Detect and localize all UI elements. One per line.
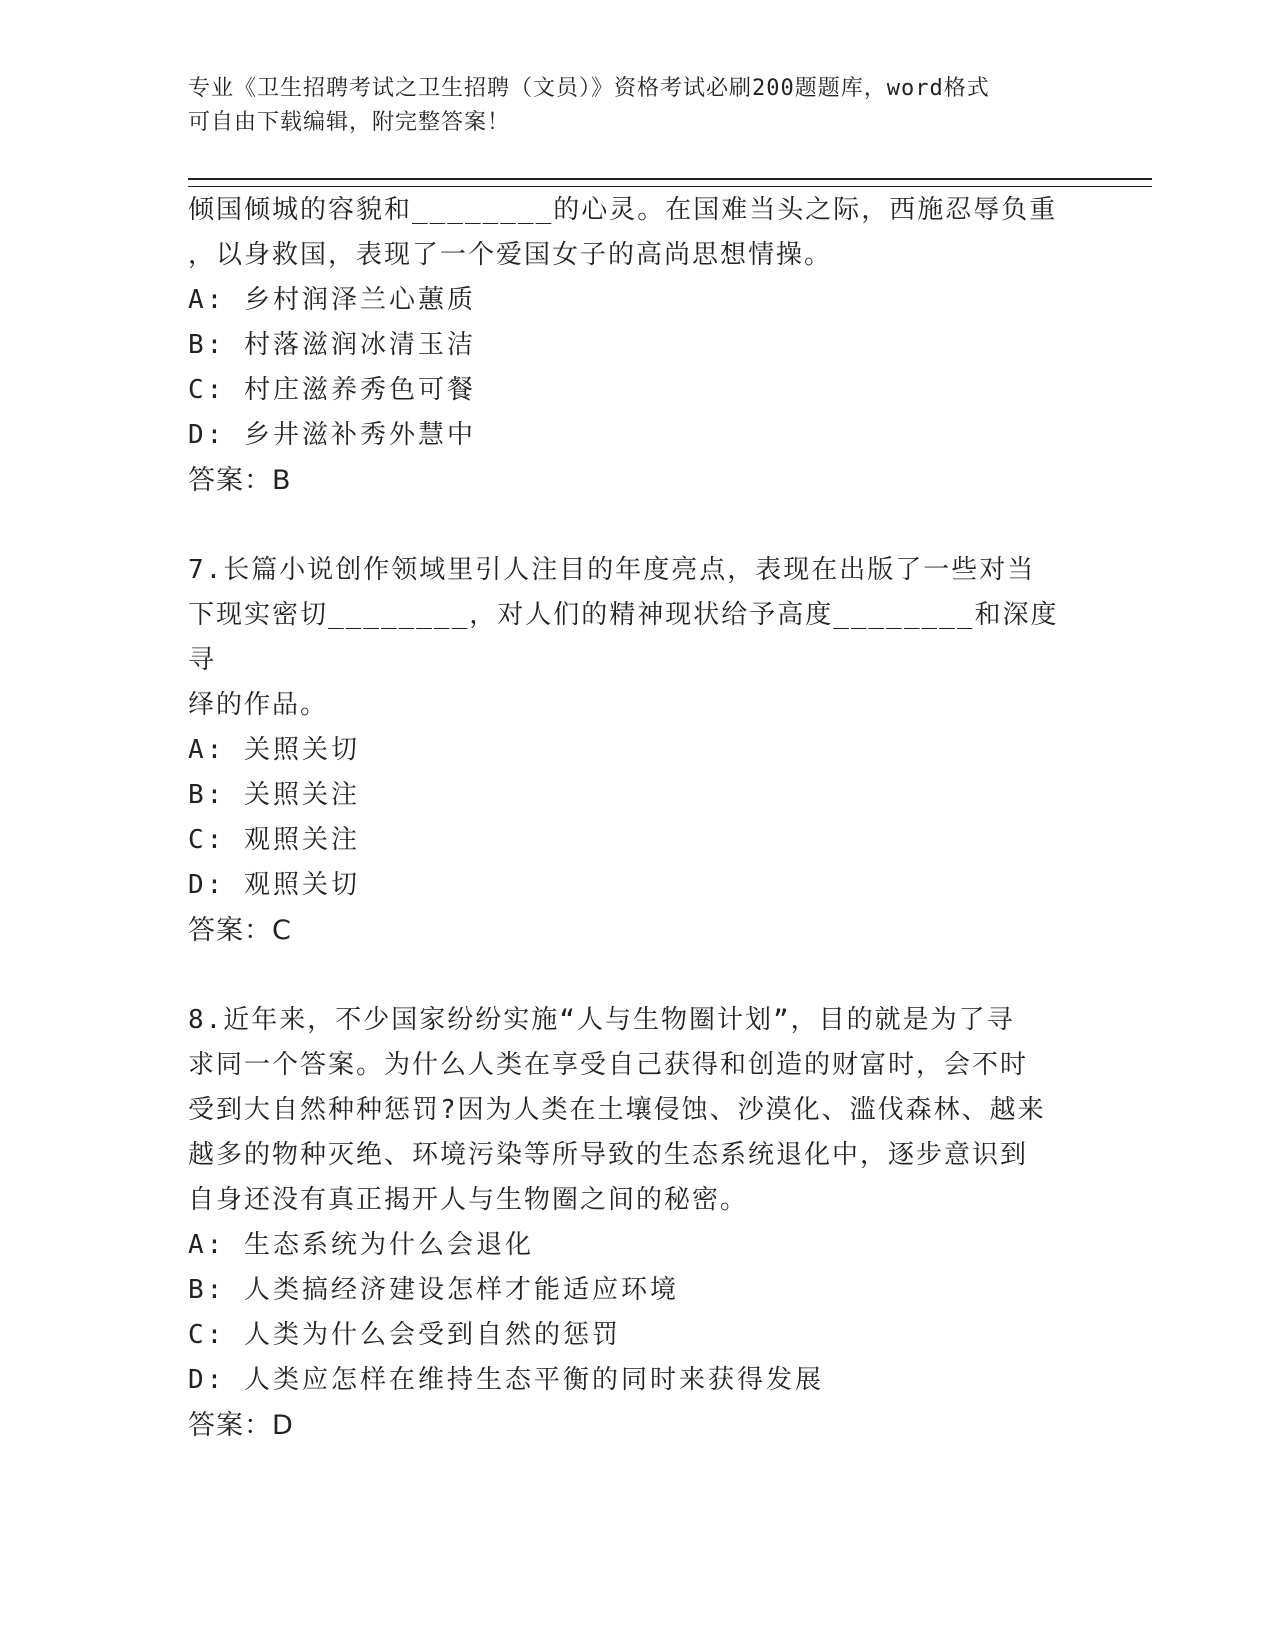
option-b: B: 人类搞经济建设怎样才能适应环境: [188, 1275, 679, 1305]
question-stem-line: 8.近年来，不少国家纷纷实施“人与生物圈计划”，目的就是为了寻: [188, 1005, 1015, 1035]
question-stem-line: 受到大自然种种惩罚?因为人类在土壤侵蚀、沙漠化、滥伐森林、越来: [188, 1095, 1046, 1125]
question-stem-line: ，以身救国，表现了一个爱国女子的高尚思想情操。: [188, 240, 833, 270]
option-b: B: 关照关注: [188, 780, 360, 810]
answer-line: 答案：D: [188, 1410, 294, 1441]
question-stem-line: 自身还没有真正揭开人与生物圈之间的秘密。: [188, 1185, 749, 1215]
question-stem-line: 越多的物种灭绝、环境污染等所导致的生态系统退化中，逐步意识到: [188, 1140, 1029, 1170]
header-divider: [188, 178, 1152, 187]
header-line-1: 专业《卫生招聘考试之卫生招聘（文员）》资格考试必刷200题题库，word格式: [188, 76, 990, 101]
option-d: D: 观照关切: [188, 870, 360, 900]
option-a: A: 关照关切: [188, 735, 360, 765]
question-list: [188, 188, 1078, 1448]
option-c: C: 观照关注: [188, 825, 360, 855]
option-a: A: 乡村润泽兰心蕙质: [188, 285, 476, 315]
option-c: C: 人类为什么会受到自然的惩罚: [188, 1320, 621, 1350]
question-7: [188, 548, 1078, 953]
question-stem-line: 7.长篇小说创作领域里引人注目的年度亮点，表现在出版了一些对当: [188, 555, 1036, 585]
option-d: D: 乡井滋补秀外慧中: [188, 420, 476, 450]
spacer: [188, 953, 1078, 998]
answer-line: 答案：B: [188, 465, 292, 496]
question-stem-line: 求同一个答案。为什么人类在享受自己获得和创造的财富时，会不时: [188, 1050, 1029, 1080]
spacer: [188, 503, 1078, 548]
option-d: D: 人类应怎样在维持生态平衡的同时来获得发展: [188, 1365, 824, 1395]
question-stem-line: 绎的作品。: [188, 690, 329, 720]
question-stem-line: 倾国倾城的容貌和________的心灵。在国难当头之际，西施忍辱负重: [188, 195, 1058, 225]
question-stem-line: 下现实密切________，对人们的精神现状给予高度________和深度寻: [188, 600, 1059, 675]
option-b: B: 村落滋润冰清玉洁: [188, 330, 476, 360]
question-6: [188, 188, 1078, 503]
header-line-2: 可自由下载编辑，附完整答案！: [188, 110, 511, 135]
option-c: C: 村庄滋养秀色可餐: [188, 375, 476, 405]
page-header: [188, 72, 1068, 140]
option-a: A: 生态系统为什么会退化: [188, 1230, 534, 1260]
question-8: [188, 998, 1078, 1448]
answer-line: 答案：C: [188, 915, 292, 946]
